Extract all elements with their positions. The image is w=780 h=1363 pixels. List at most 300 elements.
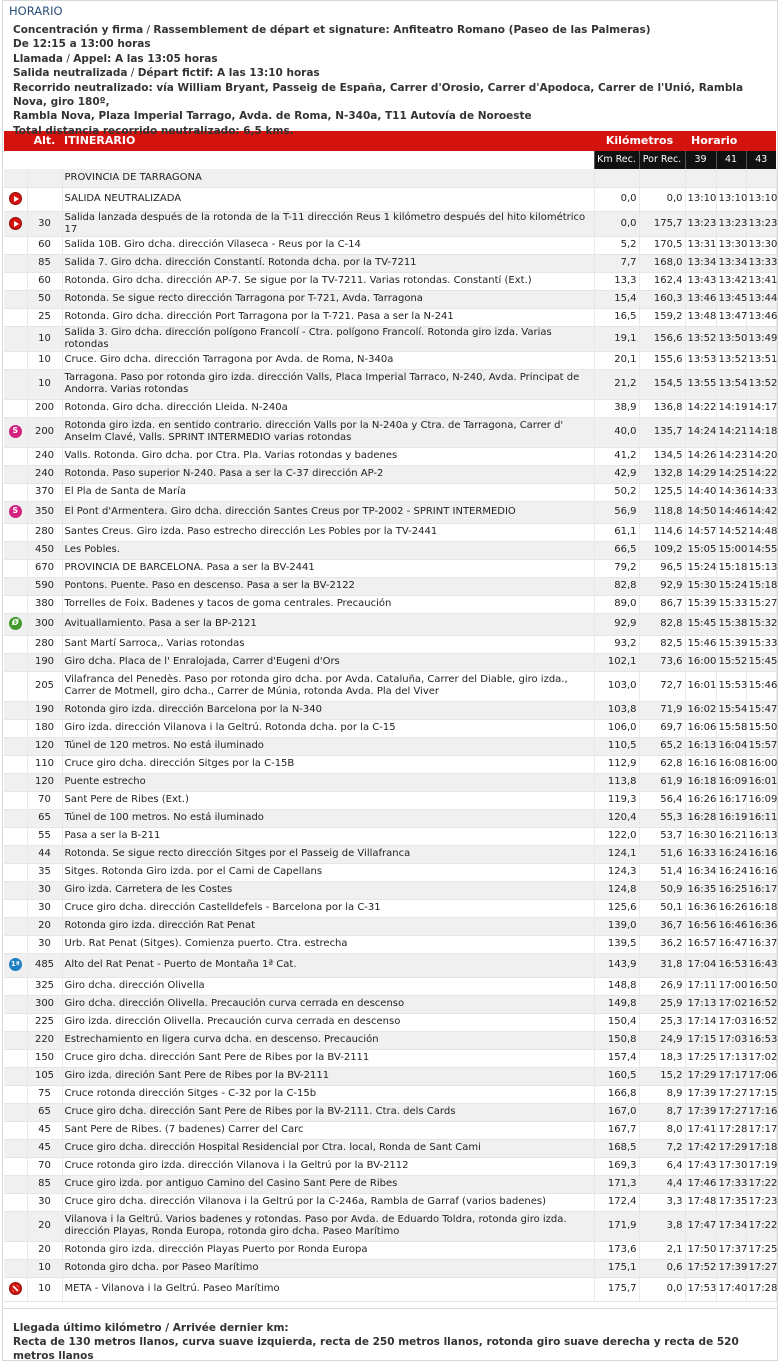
row-icon-cell xyxy=(4,1031,27,1049)
row-icon-cell xyxy=(4,773,27,791)
row-time-43: 13:44 xyxy=(746,290,776,308)
row-itinerary: Valls. Rotonda. Giro dcha. por Ctra. Pla. Varias rotondas y badenes xyxy=(62,447,594,465)
table-row xyxy=(4,399,776,417)
row-time-43: 14:55 xyxy=(746,541,776,559)
row-icon-cell xyxy=(4,613,27,635)
row-km-rec: 106,0 xyxy=(594,719,639,737)
row-icon-cell xyxy=(4,351,27,369)
row-icon-cell xyxy=(4,399,27,417)
row-altitude: 30 xyxy=(27,211,62,236)
row-time-39: 17:43 xyxy=(685,1157,716,1175)
row-time-43: 17:18 xyxy=(746,1139,776,1157)
row-km-remaining: 8,7 xyxy=(639,1103,685,1121)
row-time-43: 17:27 xyxy=(746,1259,776,1277)
row-icon-cell xyxy=(4,211,27,236)
row-icon-cell xyxy=(4,671,27,701)
row-km-remaining: 31,8 xyxy=(639,953,685,977)
row-itinerary: Avituallamiento. Pasa a ser la BP-2121 xyxy=(62,613,594,635)
row-km-remaining: 25,3 xyxy=(639,1013,685,1031)
row-itinerary: Pasa a ser la B-211 xyxy=(62,827,594,845)
row-icon-cell xyxy=(4,737,27,755)
row-km-remaining: 50,9 xyxy=(639,881,685,899)
row-time-41: 14:25 xyxy=(716,465,746,483)
row-time-39: 14:22 xyxy=(685,399,716,417)
row-km-rec: 139,5 xyxy=(594,935,639,953)
sprint-icon: S xyxy=(9,425,22,438)
row-altitude: 20 xyxy=(27,1211,62,1241)
row-itinerary: Cruce giro izda. por antiguo Camino del Casino Sant Pere de Ribes xyxy=(62,1175,594,1193)
row-time-43: 13:49 xyxy=(746,326,776,351)
table-row xyxy=(4,1277,776,1301)
row-icon-cell xyxy=(4,187,27,211)
table-row xyxy=(4,559,776,577)
row-km-remaining: 56,4 xyxy=(639,791,685,809)
row-altitude: 150 xyxy=(27,1049,62,1067)
row-km-rec: 143,9 xyxy=(594,953,639,977)
row-km-rec: 167,0 xyxy=(594,1103,639,1121)
row-altitude: 30 xyxy=(27,935,62,953)
row-itinerary: Cruce. Giro dcha. dirección Tarragona por Avda. de Roma, N-340a xyxy=(62,351,594,369)
row-km-rec: 20,1 xyxy=(594,351,639,369)
row-altitude xyxy=(27,187,62,211)
row-itinerary: Puente estrecho xyxy=(62,773,594,791)
row-altitude: 65 xyxy=(27,809,62,827)
row-time-41: 15:00 xyxy=(716,541,746,559)
row-itinerary: Alto del Rat Penat - Puerto de Montaña 1ª Cat. xyxy=(62,953,594,977)
row-altitude: 30 xyxy=(27,1193,62,1211)
row-time-41: 14:36 xyxy=(716,483,746,501)
table-row xyxy=(4,671,776,701)
row-km-rec: 175,1 xyxy=(594,1259,639,1277)
header-km-rec: Km Rec. xyxy=(594,151,639,169)
row-itinerary: META - Vilanova i la Geltrú. Paseo Marítimo xyxy=(62,1277,594,1301)
row-time-39: 17:42 xyxy=(685,1139,716,1157)
row-icon-cell xyxy=(4,541,27,559)
row-time-43: 16:00 xyxy=(746,755,776,773)
table-row xyxy=(4,827,776,845)
table-row xyxy=(4,719,776,737)
row-time-43: 14:20 xyxy=(746,447,776,465)
row-time-39: 13:52 xyxy=(685,326,716,351)
row-itinerary: Rotonda. Giro dcha. dirección AP-7. Se sigue por la TV-7211. Varias rotondas. Constantí (Ext.) xyxy=(62,272,594,290)
row-km-rec: 166,8 xyxy=(594,1085,639,1103)
table-row xyxy=(4,523,776,541)
row-km-rec: 169,3 xyxy=(594,1157,639,1175)
row-time-41: 16:46 xyxy=(716,917,746,935)
row-altitude: 75 xyxy=(27,1085,62,1103)
row-altitude: 590 xyxy=(27,577,62,595)
row-icon-cell xyxy=(4,417,27,447)
row-altitude: 190 xyxy=(27,701,62,719)
row-icon-cell xyxy=(4,1157,27,1175)
row-icon-cell xyxy=(4,1049,27,1067)
table-row xyxy=(4,187,776,211)
row-time-43: 15:57 xyxy=(746,737,776,755)
row-icon-cell xyxy=(4,577,27,595)
row-itinerary: Giro dcha. dirección Olivella. Precaución curva cerrada en descenso xyxy=(62,995,594,1013)
row-time-41 xyxy=(716,169,746,187)
row-time-43: 15:45 xyxy=(746,653,776,671)
row-km-rec: 0,0 xyxy=(594,211,639,236)
row-km-rec: 171,3 xyxy=(594,1175,639,1193)
row-itinerary: PROVINCIA DE BARCELONA. Pasa a ser la BV-2441 xyxy=(62,559,594,577)
row-altitude: 220 xyxy=(27,1031,62,1049)
row-time-43: 17:16 xyxy=(746,1103,776,1121)
row-time-39: 15:30 xyxy=(685,577,716,595)
row-km-remaining: 134,5 xyxy=(639,447,685,465)
row-km-remaining: 109,2 xyxy=(639,541,685,559)
row-icon-cell xyxy=(4,809,27,827)
table-row xyxy=(4,935,776,953)
row-time-41: 14:21 xyxy=(716,417,746,447)
row-km-rec: 5,2 xyxy=(594,236,639,254)
row-altitude: 350 xyxy=(27,501,62,523)
row-itinerary: Giro izda. Carretera de les Costes xyxy=(62,881,594,899)
row-time-41: 16:04 xyxy=(716,737,746,755)
row-time-43: 17:25 xyxy=(746,1241,776,1259)
row-km-remaining: 71,9 xyxy=(639,701,685,719)
row-km-rec: 19,1 xyxy=(594,326,639,351)
table-row xyxy=(4,483,776,501)
row-itinerary: Sant Pere de Ribes (Ext.) xyxy=(62,791,594,809)
row-itinerary: Rotonda. Se sigue recto dirección Sitges por el Passeig de Villafranca xyxy=(62,845,594,863)
row-km-rec: 119,3 xyxy=(594,791,639,809)
row-time-43: 16:16 xyxy=(746,863,776,881)
row-km-rec: 93,2 xyxy=(594,635,639,653)
row-itinerary: Giro dcha. Placa de l' Enralojada, Carrer d'Eugeni d'Ors xyxy=(62,653,594,671)
row-altitude: 85 xyxy=(27,254,62,272)
table-row xyxy=(4,1121,776,1139)
header-speed-41: 41 xyxy=(716,151,746,169)
row-time-39: 17:50 xyxy=(685,1241,716,1259)
row-time-41: 13:42 xyxy=(716,272,746,290)
row-time-43: 16:52 xyxy=(746,995,776,1013)
row-km-rec: 149,8 xyxy=(594,995,639,1013)
row-km-remaining: 25,9 xyxy=(639,995,685,1013)
row-altitude: 60 xyxy=(27,272,62,290)
row-itinerary: Rotonda. Paso superior N-240. Pasa a ser la C-37 dirección AP-2 xyxy=(62,465,594,483)
row-time-39: 16:34 xyxy=(685,863,716,881)
table-row xyxy=(4,351,776,369)
row-time-39: 17:39 xyxy=(685,1085,716,1103)
row-time-39: 13:23 xyxy=(685,211,716,236)
feed-zone-icon: Ø xyxy=(9,617,22,630)
row-itinerary: Sitges. Rotonda Giro izda. por el Cami de Capellans xyxy=(62,863,594,881)
row-icon-cell xyxy=(4,1277,27,1301)
row-icon-cell xyxy=(4,1193,27,1211)
row-time-43: 16:37 xyxy=(746,935,776,953)
row-km-remaining: 159,2 xyxy=(639,308,685,326)
stage-info xyxy=(3,20,777,137)
row-time-39: 15:24 xyxy=(685,559,716,577)
row-km-rec: 41,2 xyxy=(594,447,639,465)
row-time-43: 14:42 xyxy=(746,501,776,523)
table-row xyxy=(4,308,776,326)
row-km-remaining: 156,6 xyxy=(639,326,685,351)
table-row xyxy=(4,881,776,899)
row-time-39: 17:29 xyxy=(685,1067,716,1085)
row-itinerary: El Pla de Santa de María xyxy=(62,483,594,501)
table-row xyxy=(4,169,776,187)
row-time-41: 13:50 xyxy=(716,326,746,351)
row-km-remaining: 4,4 xyxy=(639,1175,685,1193)
row-time-39: 13:53 xyxy=(685,351,716,369)
row-icon-cell xyxy=(4,977,27,995)
row-altitude: 200 xyxy=(27,417,62,447)
row-icon-cell xyxy=(4,791,27,809)
row-time-39: 13:55 xyxy=(685,369,716,399)
table-row xyxy=(4,1175,776,1193)
row-time-41: 15:24 xyxy=(716,577,746,595)
row-itinerary: Rotonda. Giro dcha. dirección Port Tarragona por la T-721. Pasa a ser la N-241 xyxy=(62,308,594,326)
row-km-rec: 150,4 xyxy=(594,1013,639,1031)
row-time-41: 15:18 xyxy=(716,559,746,577)
row-itinerary: Rotonda giro izda. dirección Barcelona por la N-340 xyxy=(62,701,594,719)
row-icon-cell xyxy=(4,483,27,501)
row-km-remaining: 168,0 xyxy=(639,254,685,272)
row-km-remaining: 8,0 xyxy=(639,1121,685,1139)
info-line: De 12:15 a 13:00 horas xyxy=(13,38,151,51)
row-itinerary: Santes Creus. Giro izda. Paso estrecho dirección Les Pobles por la TV-2441 xyxy=(62,523,594,541)
row-itinerary: Cruce rotonda giro izda. dirección Vilanova i la Geltrú por la BV-2112 xyxy=(62,1157,594,1175)
row-icon-cell xyxy=(4,326,27,351)
row-altitude: 325 xyxy=(27,977,62,995)
row-altitude: 190 xyxy=(27,653,62,671)
row-time-39: 16:01 xyxy=(685,671,716,701)
table-row xyxy=(4,1259,776,1277)
row-time-43: 17:02 xyxy=(746,1049,776,1067)
row-km-rec: 66,5 xyxy=(594,541,639,559)
row-time-43: 16:52 xyxy=(746,1013,776,1031)
row-itinerary: PROVINCIA DE TARRAGONA xyxy=(62,169,594,187)
row-km-remaining: 86,7 xyxy=(639,595,685,613)
info-line: Llamada / Appel: A las 13:05 horas xyxy=(13,52,218,65)
row-km-rec: 56,9 xyxy=(594,501,639,523)
row-km-remaining: 24,9 xyxy=(639,1031,685,1049)
row-time-39: 16:13 xyxy=(685,737,716,755)
row-km-rec: 112,9 xyxy=(594,755,639,773)
row-altitude: 120 xyxy=(27,737,62,755)
row-time-43: 13:46 xyxy=(746,308,776,326)
row-altitude: 300 xyxy=(27,995,62,1013)
row-itinerary: Cruce giro dcha. dirección Sitges por la C-15B xyxy=(62,755,594,773)
row-time-39: 17:15 xyxy=(685,1031,716,1049)
row-km-remaining: 73,6 xyxy=(639,653,685,671)
row-time-43: 16:13 xyxy=(746,827,776,845)
row-time-41: 17:33 xyxy=(716,1175,746,1193)
row-itinerary: Cruce giro dcha. dirección Sant Pere de Ribes por la BV-2111. Ctra. dels Cards xyxy=(62,1103,594,1121)
row-time-43: 17:19 xyxy=(746,1157,776,1175)
row-time-41: 17:17 xyxy=(716,1067,746,1085)
last-km-info xyxy=(3,1308,777,1360)
row-altitude: 44 xyxy=(27,845,62,863)
row-km-remaining: 3,3 xyxy=(639,1193,685,1211)
row-altitude: 70 xyxy=(27,1157,62,1175)
row-time-41: 17:00 xyxy=(716,977,746,995)
row-km-rec: 124,1 xyxy=(594,845,639,863)
row-time-41: 16:08 xyxy=(716,755,746,773)
row-time-43: 16:36 xyxy=(746,917,776,935)
header-speed-43: 43 xyxy=(746,151,776,169)
table-row xyxy=(4,465,776,483)
row-time-41: 15:39 xyxy=(716,635,746,653)
row-altitude: 10 xyxy=(27,369,62,399)
row-km-rec: 38,9 xyxy=(594,399,639,417)
row-time-41: 17:02 xyxy=(716,995,746,1013)
row-altitude: 120 xyxy=(27,773,62,791)
row-time-41: 16:47 xyxy=(716,935,746,953)
row-km-remaining: 125,5 xyxy=(639,483,685,501)
row-km-remaining: 65,2 xyxy=(639,737,685,755)
row-time-39: 14:40 xyxy=(685,483,716,501)
row-time-43: 15:27 xyxy=(746,595,776,613)
row-time-41: 17:03 xyxy=(716,1013,746,1031)
row-icon-cell xyxy=(4,447,27,465)
row-km-rec: 167,7 xyxy=(594,1121,639,1139)
row-icon-cell xyxy=(4,755,27,773)
row-itinerary: Cruce rotonda dirección Sitges - C-32 por la C-15b xyxy=(62,1085,594,1103)
row-itinerary: Rotonda giro izda. dirección Playas Puerto por Ronda Europa xyxy=(62,1241,594,1259)
row-km-remaining: 26,9 xyxy=(639,977,685,995)
row-km-rec: 42,9 xyxy=(594,465,639,483)
row-km-rec: 82,8 xyxy=(594,577,639,595)
row-time-39: 13:46 xyxy=(685,290,716,308)
table-row xyxy=(4,809,776,827)
row-altitude: 670 xyxy=(27,559,62,577)
row-icon-cell xyxy=(4,881,27,899)
table-row xyxy=(4,845,776,863)
row-icon-cell xyxy=(4,523,27,541)
row-km-rec: 171,9 xyxy=(594,1211,639,1241)
row-time-43: 16:11 xyxy=(746,809,776,827)
row-altitude: 105 xyxy=(27,1067,62,1085)
row-km-remaining: 92,9 xyxy=(639,577,685,595)
row-time-41: 17:30 xyxy=(716,1157,746,1175)
finish-icon xyxy=(9,1282,22,1295)
row-itinerary: Les Pobles. xyxy=(62,541,594,559)
row-km-remaining: 51,4 xyxy=(639,863,685,881)
row-icon-cell xyxy=(4,290,27,308)
row-time-39: 14:57 xyxy=(685,523,716,541)
row-km-rec: 15,4 xyxy=(594,290,639,308)
row-time-43: 13:52 xyxy=(746,369,776,399)
row-altitude: 200 xyxy=(27,399,62,417)
row-time-41: 17:40 xyxy=(716,1277,746,1301)
row-itinerary: Urb. Rat Penat (Sitges). Comienza puerto. Ctra. estrecha xyxy=(62,935,594,953)
row-icon-cell xyxy=(4,995,27,1013)
row-km-rec: 125,6 xyxy=(594,899,639,917)
row-time-43: 15:32 xyxy=(746,613,776,635)
start-flag-icon xyxy=(9,192,22,205)
row-itinerary: Sant Martí Sarroca,. Varias rotondas xyxy=(62,635,594,653)
row-time-39: 16:33 xyxy=(685,845,716,863)
row-altitude: 60 xyxy=(27,236,62,254)
row-altitude: 10 xyxy=(27,326,62,351)
row-km-rec: 13,3 xyxy=(594,272,639,290)
row-km-remaining: 18,3 xyxy=(639,1049,685,1067)
row-itinerary: Torrelles de Foix. Badenes y tacos de goma centrales. Precaución xyxy=(62,595,594,613)
header-horario: Horario xyxy=(685,131,776,151)
row-time-39: 15:39 xyxy=(685,595,716,613)
row-altitude: 10 xyxy=(27,1277,62,1301)
row-altitude: 225 xyxy=(27,1013,62,1031)
row-altitude: 280 xyxy=(27,523,62,541)
row-km-rec: 122,0 xyxy=(594,827,639,845)
row-km-remaining xyxy=(639,169,685,187)
row-time-39 xyxy=(685,169,716,187)
row-km-remaining: 154,5 xyxy=(639,369,685,399)
row-itinerary: Salida 7. Giro dcha. dirección Constantí. Rotonda dcha. por la TV-7211 xyxy=(62,254,594,272)
row-altitude: 25 xyxy=(27,308,62,326)
row-itinerary: Tarragona. Paso por rotonda giro izda. dirección Valls, Placa Imperial Tarraco, N-240, Avda. Principat de Andorra. Varias rotondas xyxy=(62,369,594,399)
table-row xyxy=(4,701,776,719)
row-altitude: 45 xyxy=(27,1121,62,1139)
row-icon-cell xyxy=(4,953,27,977)
table-row xyxy=(4,1067,776,1085)
row-time-39: 16:57 xyxy=(685,935,716,953)
row-icon-cell xyxy=(4,827,27,845)
row-time-43: 16:50 xyxy=(746,977,776,995)
row-itinerary: Rotonda. Giro dcha. dirección Lleida. N-240a xyxy=(62,399,594,417)
row-time-41: 15:33 xyxy=(716,595,746,613)
row-km-rec: 148,8 xyxy=(594,977,639,995)
row-km-remaining: 2,1 xyxy=(639,1241,685,1259)
row-altitude: 85 xyxy=(27,1175,62,1193)
row-time-43: 14:18 xyxy=(746,417,776,447)
table-row xyxy=(4,863,776,881)
row-time-43: 13:30 xyxy=(746,236,776,254)
header-speed-39: 39 xyxy=(685,151,716,169)
row-time-39: 13:10 xyxy=(685,187,716,211)
row-time-41: 14:46 xyxy=(716,501,746,523)
row-km-rec: 175,7 xyxy=(594,1277,639,1301)
row-time-43: 13:10 xyxy=(746,187,776,211)
row-km-rec: 139,0 xyxy=(594,917,639,935)
row-itinerary: Cruce giro dcha. dirección Hospital Residencial por Ctra. local, Ronda de Sant Cami xyxy=(62,1139,594,1157)
row-km-rec: 168,5 xyxy=(594,1139,639,1157)
row-time-41: 16:21 xyxy=(716,827,746,845)
row-km-remaining: 114,6 xyxy=(639,523,685,541)
row-icon-cell xyxy=(4,1013,27,1031)
table-row xyxy=(4,899,776,917)
table-row xyxy=(4,773,776,791)
table-row xyxy=(4,254,776,272)
row-time-39: 14:26 xyxy=(685,447,716,465)
row-time-43: 17:15 xyxy=(746,1085,776,1103)
row-itinerary: Giro izda. dirección Olivella. Precaución curva cerrada en descenso xyxy=(62,1013,594,1031)
row-time-39: 17:13 xyxy=(685,995,716,1013)
row-time-39: 17:39 xyxy=(685,1103,716,1121)
row-itinerary: Vilafranca del Penedès. Paso por rotonda giro dcha. por Avda. Cataluña, Carrer del Diable, giro izda., Carrer de Motmell, giro dcha., Carrer de Múnia, rotonda Avda. Pla del Viver xyxy=(62,671,594,701)
table-row xyxy=(4,211,776,236)
row-time-43: 15:47 xyxy=(746,701,776,719)
row-time-39: 17:41 xyxy=(685,1121,716,1139)
row-km-rec: 110,5 xyxy=(594,737,639,755)
row-time-41: 17:39 xyxy=(716,1259,746,1277)
mountain-icon: 1ª xyxy=(9,958,22,971)
row-km-rec: 150,8 xyxy=(594,1031,639,1049)
row-icon-cell xyxy=(4,653,27,671)
row-altitude xyxy=(27,169,62,187)
row-time-41: 13:10 xyxy=(716,187,746,211)
row-time-39: 16:02 xyxy=(685,701,716,719)
row-altitude: 30 xyxy=(27,899,62,917)
table-row xyxy=(4,577,776,595)
row-km-rec: 89,0 xyxy=(594,595,639,613)
table-row xyxy=(4,917,776,935)
row-km-remaining: 7,2 xyxy=(639,1139,685,1157)
table-row xyxy=(4,953,776,977)
